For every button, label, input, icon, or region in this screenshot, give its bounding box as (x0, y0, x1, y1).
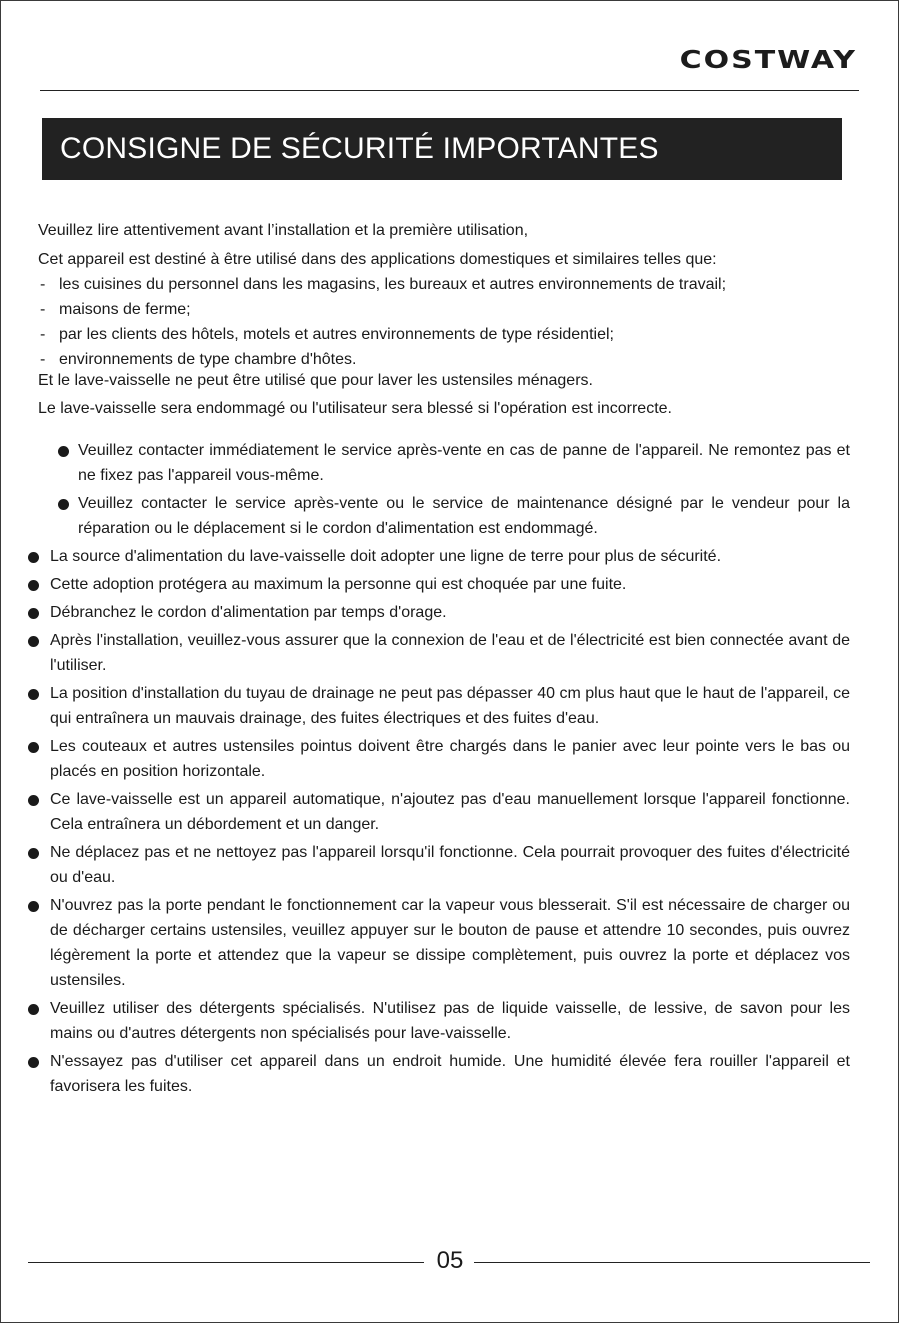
bullet-icon (28, 1004, 39, 1015)
list-item-text: N'ouvrez pas la porte pendant le fonctionnement car la vapeur vous blesserait. S'il est nécessaire de charger ou de décharger certains ustensiles, veuillez appuyer sur le bouton de pause et attendre 10 secondes, puis ouvrez légèrement la porte et attendez que la vapeur se dissipe complètement, puis ouvrez la porte et déplacez vos ustensiles. (50, 897, 850, 989)
list-item-text: Débranchez le cordon d'alimentation par temps d'orage. (50, 604, 447, 621)
list-item (28, 787, 850, 837)
list-item (28, 572, 850, 597)
footer-rule-right (474, 1262, 870, 1263)
content-body (38, 218, 850, 1102)
bullet-icon (28, 689, 39, 700)
list-item (28, 996, 850, 1046)
intro-line: Veuillez lire attentivement avant l’installation et la première utilisation, (38, 222, 529, 239)
list-item (28, 600, 850, 625)
bullet-icon (28, 742, 39, 753)
intro-line: Cet appareil est destiné à être utilisé dans des applications domestiques et similaires telles que: (38, 251, 717, 268)
list-item-text: Veuillez utiliser des détergents spécialisés. N'utilisez pas de liquide vaisselle, de lessive, de savon pour les mains ou d'autres détergents non spécialisés pour lave-vaisselle. (50, 1000, 850, 1042)
dash-item-text: par les clients des hôtels, motels et autres environnements de type résidentiel; (59, 326, 614, 343)
warning-line: Le lave-vaisselle sera endommagé ou l'utilisateur sera blessé si l'opération est incorrecte. (38, 400, 672, 417)
list-item-text: Après l'installation, veuillez-vous assurer que la connexion de l'eau et de l'électricité est bien connectée avant de l'utiliser. (50, 632, 850, 674)
dash-mark: - (40, 276, 46, 293)
dash-item (38, 322, 850, 347)
bullet-icon (28, 1057, 39, 1068)
dash-item (38, 297, 850, 322)
list-item (58, 438, 850, 488)
bullet-icon (58, 499, 69, 510)
list-item-text: Les couteaux et autres ustensiles pointus doivent être chargés dans le panier avec leur pointe vers le bas ou placés en position horizontale. (50, 738, 850, 780)
usage-line: Et le lave-vaisselle ne peut être utilisé que pour laver les ustensiles ménagers. (38, 372, 593, 389)
list-item-text: N'essayez pas d'utiliser cet appareil dans un endroit humide. Une humidité élevée fera rouiller l'appareil et favorisera les fuites. (50, 1053, 850, 1095)
dash-mark: - (40, 301, 46, 318)
list-item (28, 734, 850, 784)
list-item (28, 840, 850, 890)
brand-logo: COSTWAY (679, 46, 857, 75)
page-title: CONSIGNE DE SÉCURITÉ IMPORTANTES (60, 132, 659, 165)
dash-item (38, 272, 850, 297)
list-item-text: Ne déplacez pas et ne nettoyez pas l'appareil lorsqu'il fonctionne. Cela pourrait provoquer des fuites d'électricité ou d'eau. (50, 844, 850, 886)
title-bar (42, 118, 842, 180)
bullet-icon (28, 552, 39, 563)
list-item (58, 491, 850, 541)
main-bullet-list (28, 544, 850, 1099)
dash-item-text: les cuisines du personnel dans les magasins, les bureaux et autres environnements de travail; (59, 276, 727, 293)
list-item (28, 628, 850, 678)
list-item (28, 544, 850, 569)
list-item-text: Veuillez contacter immédiatement le service après-vente en cas de panne de l'appareil. Ne remontez pas et ne fixez pas l'appareil vous-même. (78, 442, 850, 484)
bullet-icon (28, 795, 39, 806)
bullet-icon (58, 446, 69, 457)
list-item (28, 681, 850, 731)
bullet-icon (28, 580, 39, 591)
bullet-icon (28, 901, 39, 912)
list-item (28, 1049, 850, 1099)
header-rule (40, 90, 859, 91)
list-item-text: Ce lave-vaisselle est un appareil automatique, n'ajoutez pas d'eau manuellement lorsque l'appareil fonctionne. Cela entraînera un débordement et un danger. (50, 791, 850, 833)
list-item-text: La position d'installation du tuyau de drainage ne peut pas dépasser 40 cm plus haut que le haut de l'appareil, ce qui entraînera un mauvais drainage, des fuites électriques et des fuites d'eau. (50, 685, 850, 727)
bullet-icon (28, 848, 39, 859)
footer-rule-left (28, 1262, 424, 1263)
list-item-text: Veuillez contacter le service après-vente ou le service de maintenance désigné par le vendeur pour la réparation ou le déplacement si le cordon d'alimentation est endommagé. (78, 495, 850, 537)
dash-item (38, 350, 850, 370)
dash-mark: - (40, 326, 46, 343)
dash-item-text: maisons de ferme; (59, 301, 191, 318)
bullet-icon (28, 608, 39, 619)
dash-mark: - (40, 351, 46, 368)
sub-bullet-list (38, 438, 850, 541)
list-item (28, 893, 850, 993)
list-item-text: Cette adoption protégera au maximum la personne qui est choquée par une fuite. (50, 576, 627, 593)
dash-item-text: environnements de type chambre d'hôtes. (59, 351, 357, 368)
list-item-text: La source d'alimentation du lave-vaisselle doit adopter une ligne de terre pour plus de sécurité. (50, 548, 722, 565)
bullet-icon (28, 636, 39, 647)
page-number: 05 (436, 1247, 464, 1274)
